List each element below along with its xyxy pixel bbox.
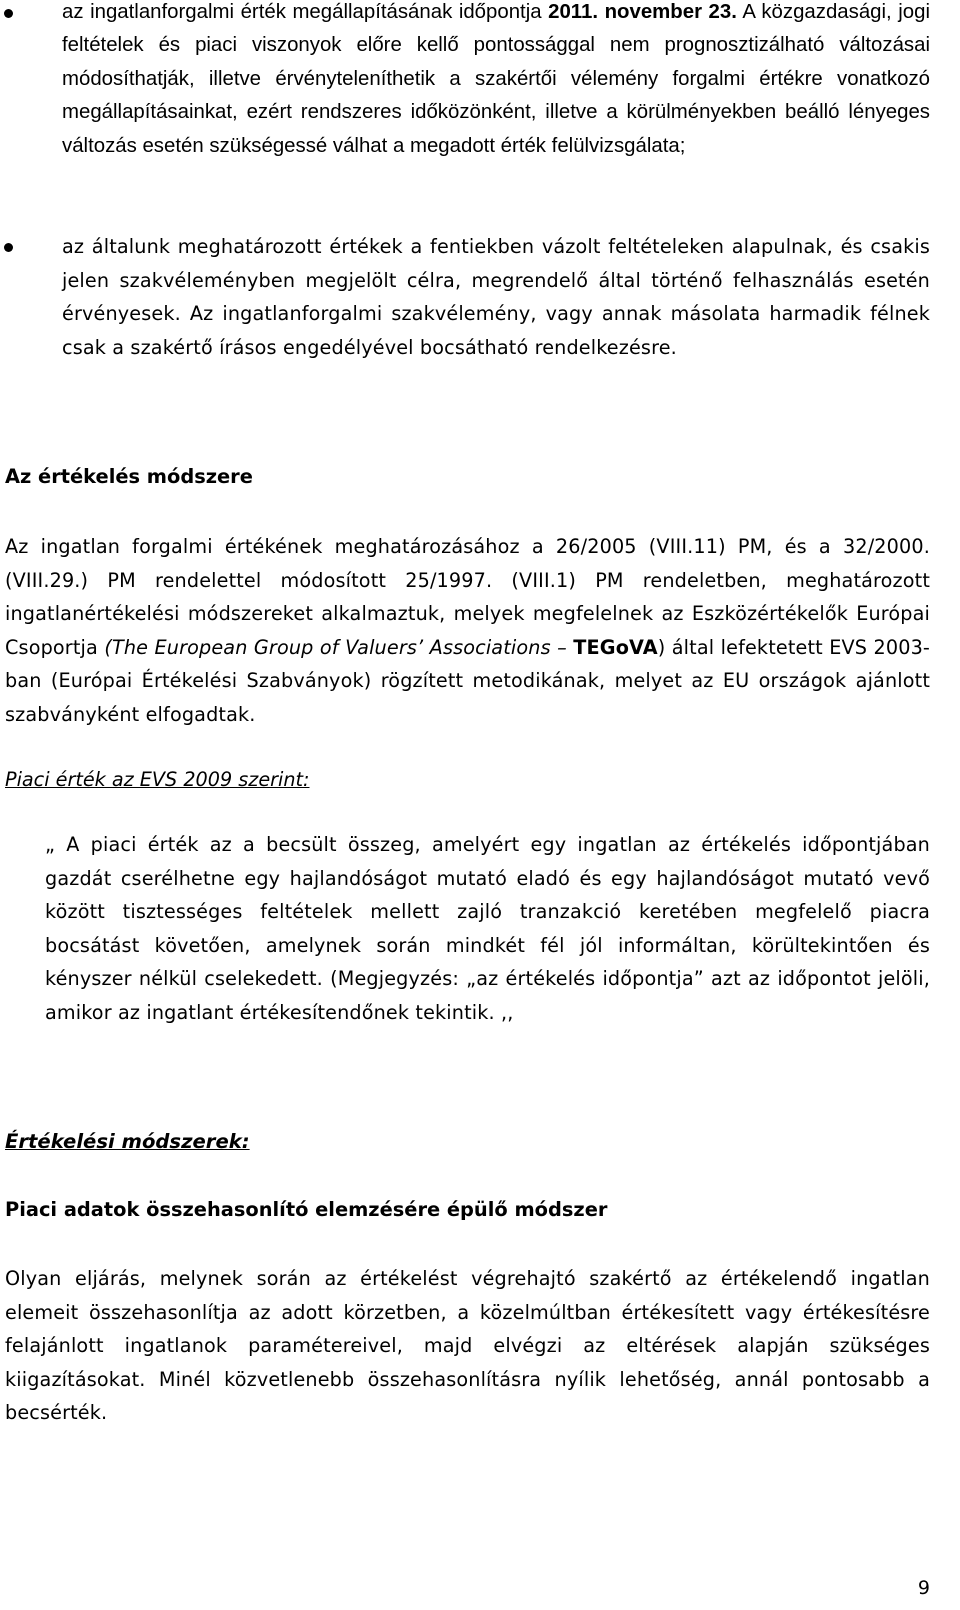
tegova-full-name: (The European Group of Valuers’ Associations – [104,635,567,659]
bullet-text-cont: A közgazdasági, jogi feltételek és piaci viszonyok előre kellő pontossággal nem prognosztizálható változásai módosíthatják, illetve érvényteleníthetik a szakértői vélemény forgalmi értékre vonatkozó megállapításainkat, ezért rendszeres időközönként, illetve a körülményekben beálló lényeges változás esetén szükségessé válhat a megadott érték felülvizsgálata; [62,1,930,157]
bullet-item-validity [62,230,930,364]
quote-text: „ A piaci érték az a becsült összeg, amelyért egy ingatlan az értékelés időpontjában gazdát cserélhetne egy hajlandóságot mutató eladó és egy hajlandóságot mutató vevő között tisztességes feltételek mellett zajló tranzakció keretében megfelelő piacra bocsátást követően, amelynek során mindkét fél jól informáltan, körültekintően és kényszer nélkül cselekedett. (Megjegyzés: „az értékelés időpontja” azt az időpontot jelöli, amikor az ingatlant értékesítendőnek tekintik. [45,833,930,1024]
method-paragraph [5,530,930,731]
bullet-dot [4,243,13,252]
bullet-text: az általunk meghatározott értékek a fentiekben vázolt feltételeken alapulnak, és csakis jelen szakvéleményben megjelölt célra, megrendelő által történő felhasználás esetén érvényesek. Az ingatlanforgalmi szakvélemény, vagy annak másolata harmadik félnek csak a szakértő írásos engedélyével bocsátható rendelkezésre. [62,235,930,359]
market-value-heading: Piaci érték az EVS 2009 szerint: [5,768,310,791]
comparison-method-subheading: Piaci adatok összehasonlító elemzésére épülő módszer [5,1198,608,1221]
bullet-item-valuation-date [62,0,930,163]
page-number: 9 [917,1577,930,1599]
bullet-text: az ingatlanforgalmi érték megállapításának időpontja [62,1,549,23]
section-heading-method: Az értékelés módszere [5,465,253,488]
bullet-dot [4,9,13,18]
method-text-cont: ) által lefektetett EVS 2003-ban (Európai Értékelési Szabványok) rögzített metodikának, melyet az EU országok ajánlott szabványként elfogadtak. [5,635,931,726]
valuation-methods-heading: Értékelési módszerek: [5,1130,250,1153]
method-text: Az ingatlan forgalmi értékének meghatározásához a 26/2005 (VIII.11) PM, és a 32/2000.(VIII.29.) PM rendelettel módosított 25/1997. (VIII.1) PM rendeletben, meghatározott ingatlanértékelési módszereket alkalmaztuk, melyek megfelelnek az Eszközértékelők Európai Csoportja [5,535,930,659]
quote-close-mark: ,, [494,1000,514,1024]
comparison-method-paragraph: Olyan eljárás, melynek során az értékelést végrehajtó szakértő az értékelendő ingatlan elemeit összehasonlítja az adott körzetben, a közelmúltban értékesített vagy értékesítésre felajánlott ingatlanok paramétereivel, majd elvégzi az eltérések alapján szükséges kiigazításokat. Minél közvetlenebb összehasonlításra nyílik lehetőség, annál pontosabb a becsérték. [5,1267,930,1424]
market-value-quote [45,828,930,1029]
tegova-abbr: TEGoVA [573,635,658,659]
valuation-date: 2011. november 23. [548,1,737,23]
